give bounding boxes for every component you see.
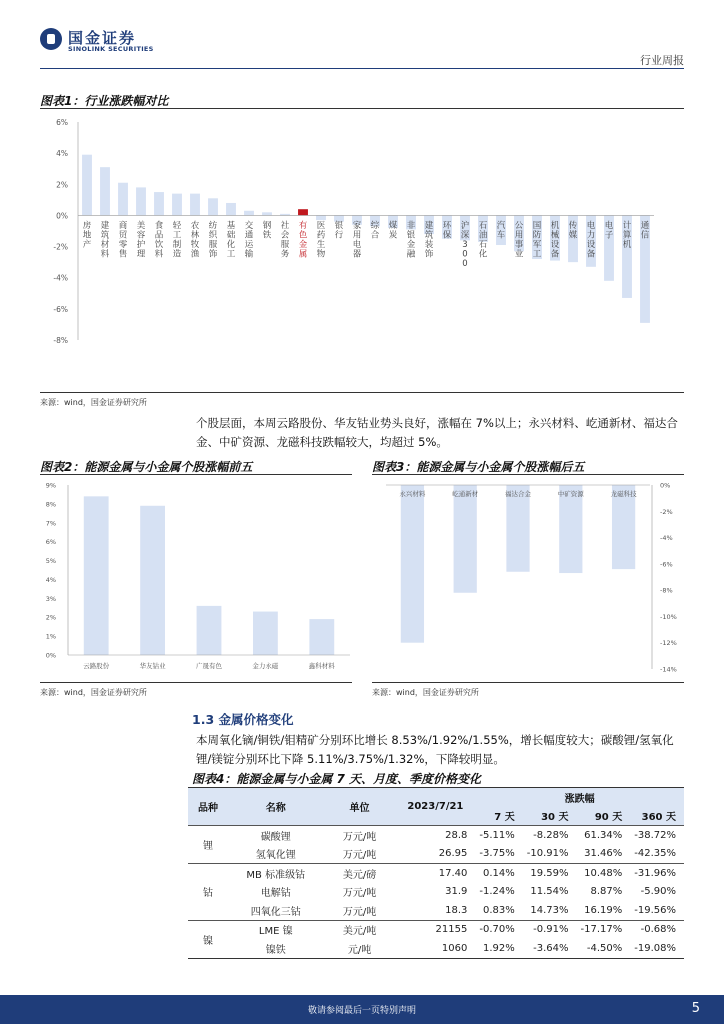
d360-cell: -5.90% xyxy=(640,886,676,898)
d360-cell: -19.08% xyxy=(634,942,676,954)
d7-cell: -3.75% xyxy=(479,848,515,860)
price-cell: 31.9 xyxy=(445,886,468,898)
x-tick-label xyxy=(533,221,542,260)
x-tick-char: 钢 xyxy=(262,220,272,231)
x-tick-char: 交 xyxy=(244,220,254,231)
x-tick-char: 务 xyxy=(280,249,290,260)
x-tick-label xyxy=(263,220,272,241)
price-cell: 21155 xyxy=(395,920,475,939)
bar xyxy=(208,198,218,215)
bar xyxy=(136,187,146,215)
x-tick-label xyxy=(371,220,380,241)
y-tick-label: -12% xyxy=(660,639,677,648)
y-tick-label: -8% xyxy=(53,336,68,345)
d30-cell: -10.91% xyxy=(526,848,569,860)
x-tick-char: 石 xyxy=(478,239,488,250)
unit-cell: 美元/吨 xyxy=(324,920,396,939)
unit-cell: 万元/吨 xyxy=(342,850,377,862)
x-tick-char: 0 xyxy=(462,258,468,269)
table-row xyxy=(188,845,684,864)
d90-cell: 8.87% xyxy=(590,886,623,898)
x-tick-char: 属 xyxy=(298,249,308,260)
x-tick-char: 银 xyxy=(406,230,416,241)
variety-cell: 钴 xyxy=(188,864,228,921)
x-tick-char: 筑 xyxy=(424,230,434,241)
brand-name-en: SINOLINK SECURITIES xyxy=(68,45,154,53)
x-tick-char: 设 xyxy=(586,239,596,250)
d7-cell: -0.70% xyxy=(475,920,522,939)
x-tick-char: 护 xyxy=(136,239,146,250)
fig2-title: 图表2：能源金属与小金属个股涨幅前五 xyxy=(40,460,253,474)
y-tick-label: 2% xyxy=(56,180,68,190)
fig3-top-rule xyxy=(372,474,684,475)
y-tick-label: -2% xyxy=(53,242,68,252)
x-tick-label xyxy=(101,220,110,260)
x-tick-char: 理 xyxy=(136,249,146,260)
bar xyxy=(154,192,164,215)
bar xyxy=(118,183,128,216)
y-tick-label: -4% xyxy=(53,273,68,283)
x-tick-char: 备 xyxy=(586,249,596,260)
bottom5-chart xyxy=(372,478,684,678)
x-tick-char: 非 xyxy=(406,220,416,231)
section-title: 1.3 金属价格变化 xyxy=(192,712,294,727)
x-tick-char: 油 xyxy=(478,230,488,241)
x-tick-label xyxy=(155,220,164,260)
x-tick-char: 化 xyxy=(478,249,488,260)
bar xyxy=(172,194,182,216)
x-tick-char: 生 xyxy=(316,239,326,250)
d7-cell: 0.14% xyxy=(475,864,522,883)
y-tick-label: 6% xyxy=(56,118,68,127)
footer-disclaimer: 敬请参阅最后一页特别声明 xyxy=(307,1006,416,1016)
x-tick-char: 饰 xyxy=(424,249,434,260)
table-row xyxy=(188,826,684,845)
bar xyxy=(506,485,529,572)
x-tick-char: 煤 xyxy=(388,220,398,231)
y-tick-label: 0% xyxy=(56,211,68,221)
bar xyxy=(244,211,254,216)
x-tick-char: 传 xyxy=(568,220,578,231)
table-row xyxy=(188,901,684,920)
y-tick-label: 5% xyxy=(45,557,56,566)
table-row xyxy=(188,939,684,958)
y-tick-label: -8% xyxy=(660,586,673,595)
x-tick-char: 容 xyxy=(136,230,146,241)
x-tick-char: 础 xyxy=(226,230,236,241)
y-tick-label: 2% xyxy=(45,613,56,622)
price-change-table xyxy=(188,787,684,959)
x-tick-char: 公 xyxy=(514,220,524,231)
fig1-bottom-rule xyxy=(40,392,684,393)
y-tick-label: 4% xyxy=(56,149,68,159)
d360-cell: -42.35% xyxy=(634,848,676,860)
x-tick-char: 军 xyxy=(532,239,542,250)
name-cell: 电解钴 xyxy=(260,888,291,900)
bar xyxy=(197,606,222,655)
x-tick-char: 饰 xyxy=(208,249,218,260)
x-tick-char: 防 xyxy=(532,230,542,241)
x-tick-label: 华友钴业 xyxy=(139,662,166,670)
price-cell: 28.8 xyxy=(395,826,475,845)
x-tick-char: 商 xyxy=(118,220,128,231)
top5-chart xyxy=(40,478,352,678)
bar xyxy=(309,619,334,655)
y-tick-label: -4% xyxy=(660,534,673,543)
x-tick-char: 售 xyxy=(118,249,128,260)
x-tick-char: 美 xyxy=(136,220,146,231)
x-tick-char: 信 xyxy=(640,230,650,241)
x-tick-label xyxy=(461,220,470,269)
bar xyxy=(298,209,308,215)
x-tick-char: 保 xyxy=(442,230,452,241)
x-tick-char: 会 xyxy=(280,230,290,241)
x-tick-char: 业 xyxy=(514,249,524,260)
y-tick-label: 3% xyxy=(45,594,56,603)
x-tick-label: 金力永磁 xyxy=(252,662,279,670)
name-cell: MB 标准级钴 xyxy=(228,864,324,883)
x-tick-label xyxy=(191,220,200,260)
fig1-source: 来源：wind，国金证券研究所 xyxy=(40,398,147,407)
x-tick-char: 林 xyxy=(190,230,200,241)
header-d90: 90 天 xyxy=(594,812,623,824)
bar xyxy=(226,203,236,215)
x-tick-char: 机 xyxy=(622,239,632,250)
x-tick-char: 建 xyxy=(100,220,110,231)
x-tick-char: 筑 xyxy=(100,230,110,241)
x-tick-char: 设 xyxy=(550,239,560,250)
d7-cell: 1.92% xyxy=(482,942,515,954)
x-tick-char: 金 xyxy=(298,239,308,250)
header-d360: 360 天 xyxy=(641,812,676,824)
bar xyxy=(401,485,424,643)
x-tick-char: 通 xyxy=(244,230,254,241)
x-tick-label xyxy=(83,220,92,250)
x-tick-label xyxy=(479,221,488,260)
bar xyxy=(190,194,200,216)
x-tick-label: 永兴材料 xyxy=(399,490,426,498)
x-tick-label xyxy=(641,220,650,241)
report-type: 行业周报 xyxy=(640,54,684,67)
d30-cell: 19.59% xyxy=(523,864,577,883)
x-tick-label xyxy=(281,220,290,260)
x-tick-label xyxy=(605,220,614,241)
bar xyxy=(454,485,477,593)
x-tick-label xyxy=(389,220,398,241)
x-tick-char: 饮 xyxy=(154,239,164,250)
y-tick-label: -6% xyxy=(660,560,673,569)
x-tick-label xyxy=(497,220,506,241)
x-tick-char: 化 xyxy=(226,239,236,250)
x-tick-char: 输 xyxy=(244,249,254,260)
y-tick-label: 0% xyxy=(660,481,671,490)
header-name: 名称 xyxy=(265,803,286,814)
x-tick-char: 电 xyxy=(586,220,596,231)
x-tick-char: 品 xyxy=(154,230,164,241)
x-tick-char: 服 xyxy=(280,239,290,250)
x-tick-char: 炭 xyxy=(388,230,398,241)
x-tick-char: 用 xyxy=(352,230,362,241)
x-tick-char: 药 xyxy=(316,230,326,241)
x-tick-char: 媒 xyxy=(568,230,578,241)
d360-cell: -19.56% xyxy=(634,904,676,916)
d90-cell: -17.17% xyxy=(577,920,631,939)
y-tick-label: 8% xyxy=(45,500,56,509)
d90-cell: 61.34% xyxy=(577,826,631,845)
x-tick-label: 云路股份 xyxy=(83,662,110,670)
x-tick-char: 医 xyxy=(316,220,326,231)
section-body: 本周氧化镝/铜铁/钼精矿分别环比增长 8.53%/1.92%/1.55%，增长幅度较大；碳酸锂/氢氧化锂/镁锭分别环比下降 5.11%/3.75%/1.32%，下降较明显。 xyxy=(196,733,674,766)
fig1-title: 图表1：行业涨跌幅对比 xyxy=(40,94,169,108)
variety-cell: 锂 xyxy=(188,826,228,864)
x-tick-char: 食 xyxy=(154,220,164,231)
stock-paragraph: 个股层面，本周云路股份、华友钴业势头良好，涨幅在 7%以上；永兴材料、屹通新材、福达合金、中矿资源、龙磁科技跌幅较大，均超过 5%。 xyxy=(196,416,678,449)
price-cell: 17.40 xyxy=(395,864,475,883)
x-tick-char: 工 xyxy=(226,249,236,260)
d7-cell: -1.24% xyxy=(479,886,515,898)
x-tick-label xyxy=(245,220,254,260)
brand-logo-icon xyxy=(40,28,62,50)
x-tick-label xyxy=(335,220,344,241)
x-tick-char: 0 xyxy=(462,249,468,260)
x-tick-label: 广晟有色 xyxy=(196,662,222,670)
x-tick-char: 服 xyxy=(208,239,218,250)
d90-cell: -4.50% xyxy=(586,942,623,954)
header-change: 涨跌幅 xyxy=(564,793,595,805)
x-tick-char: 贸 xyxy=(118,230,128,241)
d360-cell: -38.72% xyxy=(630,826,684,845)
y-tick-label: 4% xyxy=(45,575,56,584)
bar xyxy=(559,485,582,573)
x-tick-char: 渔 xyxy=(190,249,200,260)
x-tick-label xyxy=(569,220,578,241)
x-tick-label xyxy=(587,220,596,260)
d30-cell: 14.73% xyxy=(530,904,569,916)
x-tick-char: 房 xyxy=(82,220,92,231)
x-tick-char: 合 xyxy=(370,230,380,241)
x-tick-char: 牧 xyxy=(190,239,200,250)
x-tick-label xyxy=(407,220,416,260)
x-tick-label: 中矿资源 xyxy=(557,490,584,498)
x-tick-char: 零 xyxy=(118,239,128,250)
x-tick-char: 汽 xyxy=(496,220,506,231)
x-tick-char: 算 xyxy=(622,230,632,241)
x-tick-char: 铁 xyxy=(262,230,272,241)
d90-cell: 16.19% xyxy=(584,904,623,916)
x-tick-char: 产 xyxy=(82,239,92,250)
x-tick-char: 石 xyxy=(478,220,488,231)
industry-change-chart xyxy=(40,112,684,390)
x-tick-char: 深 xyxy=(460,230,470,241)
x-tick-char: 机 xyxy=(550,220,560,231)
x-tick-char: 农 xyxy=(190,220,200,231)
x-tick-char: 子 xyxy=(604,230,614,241)
x-tick-char: 事 xyxy=(514,239,524,250)
x-tick-char: 力 xyxy=(586,230,596,241)
x-tick-char: 工 xyxy=(172,230,182,241)
bar xyxy=(253,612,278,655)
x-tick-char: 电 xyxy=(604,220,614,231)
d30-cell: -8.28% xyxy=(523,826,577,845)
d30-cell: 11.54% xyxy=(530,886,569,898)
x-tick-label: 福达合金 xyxy=(505,490,531,498)
y-tick-label: -6% xyxy=(53,304,68,314)
x-tick-char: 基 xyxy=(226,220,236,231)
x-tick-label xyxy=(317,221,326,260)
name-cell: LME 镍 xyxy=(228,920,324,939)
header-variety: 品种 xyxy=(197,803,218,814)
x-tick-char: 装 xyxy=(424,239,434,250)
x-tick-label: 屹通新材 xyxy=(452,490,479,498)
header-d30: 30 天 xyxy=(541,812,569,824)
unit-cell: 万元/吨 xyxy=(342,906,377,918)
x-tick-char: 造 xyxy=(172,249,182,260)
x-tick-char: 织 xyxy=(208,230,218,241)
fig2-top-rule xyxy=(40,474,352,475)
x-tick-char: 3 xyxy=(462,239,468,250)
y-tick-label: -10% xyxy=(660,612,677,621)
fig3-title: 图表3：能源金属与小金属个股涨幅后五 xyxy=(372,460,585,474)
x-tick-char: 械 xyxy=(550,230,560,241)
x-tick-label xyxy=(209,220,218,260)
unit-cell: 美元/磅 xyxy=(324,864,396,883)
fig3-bottom-rule xyxy=(372,682,684,683)
header-d7: 7 天 xyxy=(494,812,515,824)
x-tick-label: 龙磁科技 xyxy=(610,490,637,498)
x-tick-char: 社 xyxy=(280,220,290,231)
x-tick-char: 车 xyxy=(496,230,506,241)
x-tick-char: 融 xyxy=(406,249,416,260)
brand-name-cn: 国金证券 xyxy=(68,29,137,47)
y-tick-label: 1% xyxy=(45,632,56,641)
name-cell: 四氧化三钴 xyxy=(250,906,301,918)
x-tick-char: 纺 xyxy=(208,220,218,231)
table-row xyxy=(188,920,684,939)
x-tick-label xyxy=(443,221,452,241)
x-tick-char: 建 xyxy=(424,220,434,231)
fig4-title: 图表4：能源金属与小金属 7 天、月度、季度价格变化 xyxy=(192,772,482,786)
fig2-source: 来源：wind，国金证券研究所 xyxy=(40,688,147,697)
d360-cell: -31.96% xyxy=(630,864,684,883)
x-tick-char: 工 xyxy=(532,249,542,260)
y-tick-label: 9% xyxy=(45,481,56,490)
x-tick-label xyxy=(551,220,560,260)
x-tick-label: 鑫科材料 xyxy=(308,662,335,670)
bar xyxy=(140,506,165,655)
x-tick-char: 综 xyxy=(370,220,380,231)
name-cell: 氢氧化锂 xyxy=(255,850,296,862)
x-tick-char: 环 xyxy=(442,220,452,231)
y-tick-label: -2% xyxy=(660,507,673,516)
d7-cell: -5.11% xyxy=(475,826,522,845)
x-tick-char: 行 xyxy=(334,230,344,241)
d90-cell: 10.48% xyxy=(577,864,631,883)
x-tick-label xyxy=(137,220,146,260)
x-tick-char: 银 xyxy=(334,220,344,231)
bar xyxy=(84,496,109,655)
header-date: 2023/7/21 xyxy=(407,801,464,812)
x-tick-char: 色 xyxy=(298,230,308,241)
x-tick-char: 沪 xyxy=(460,220,470,231)
x-tick-char: 用 xyxy=(514,230,524,241)
x-tick-char: 轻 xyxy=(172,220,182,231)
table-row xyxy=(188,864,684,883)
x-tick-char: 家 xyxy=(352,220,362,231)
x-tick-char: 物 xyxy=(316,249,326,260)
x-tick-char: 有 xyxy=(298,220,308,231)
x-tick-char: 计 xyxy=(622,220,632,231)
x-tick-label xyxy=(425,220,434,260)
price-cell: 26.95 xyxy=(438,848,468,860)
x-tick-char: 国 xyxy=(532,220,542,231)
page-number: 5 xyxy=(691,1001,700,1016)
y-tick-label: 0% xyxy=(45,651,56,660)
x-tick-char: 料 xyxy=(100,249,110,260)
x-tick-label xyxy=(119,220,128,260)
header-unit: 单位 xyxy=(349,803,370,814)
x-tick-char: 制 xyxy=(172,239,182,250)
name-cell: 碳酸锂 xyxy=(228,826,324,845)
y-tick-label: 6% xyxy=(45,538,56,547)
variety-cell: 镍 xyxy=(188,920,228,958)
price-cell: 1060 xyxy=(441,942,468,954)
d30-cell: -0.91% xyxy=(523,920,577,939)
x-tick-char: 料 xyxy=(154,249,164,260)
bar xyxy=(82,155,92,216)
x-tick-char: 通 xyxy=(640,220,650,231)
d30-cell: -3.64% xyxy=(533,942,569,954)
unit-cell: 万元/吨 xyxy=(324,826,396,845)
bar xyxy=(100,167,110,215)
x-tick-char: 材 xyxy=(100,239,110,250)
x-tick-label xyxy=(353,220,362,260)
x-tick-char: 地 xyxy=(82,230,92,241)
y-tick-label: -14% xyxy=(660,665,677,674)
x-tick-label xyxy=(227,220,236,260)
bar xyxy=(262,212,272,215)
x-tick-char: 电 xyxy=(352,239,362,250)
d360-cell: -0.68% xyxy=(630,920,684,939)
x-tick-label xyxy=(299,220,308,260)
fig3-source: 来源：wind，国金证券研究所 xyxy=(372,688,479,697)
x-tick-char: 器 xyxy=(352,249,362,260)
x-tick-char: 运 xyxy=(244,239,254,250)
x-tick-char: 备 xyxy=(550,249,560,260)
y-tick-label: 7% xyxy=(45,519,56,528)
d90-cell: 31.46% xyxy=(584,848,623,860)
x-tick-label xyxy=(173,220,182,260)
x-tick-label xyxy=(623,220,632,250)
bar xyxy=(316,215,326,220)
fig2-bottom-rule xyxy=(40,682,352,683)
table-row xyxy=(188,883,684,902)
d7-cell: 0.83% xyxy=(482,904,515,916)
x-tick-label xyxy=(515,221,524,260)
name-cell: 镍铁 xyxy=(265,944,286,956)
unit-cell: 元/吨 xyxy=(347,944,372,956)
header-divider xyxy=(40,68,684,69)
price-cell: 18.3 xyxy=(445,904,468,916)
x-tick-char: 金 xyxy=(406,239,416,250)
fig1-top-rule xyxy=(40,108,684,109)
unit-cell: 万元/吨 xyxy=(342,888,377,900)
